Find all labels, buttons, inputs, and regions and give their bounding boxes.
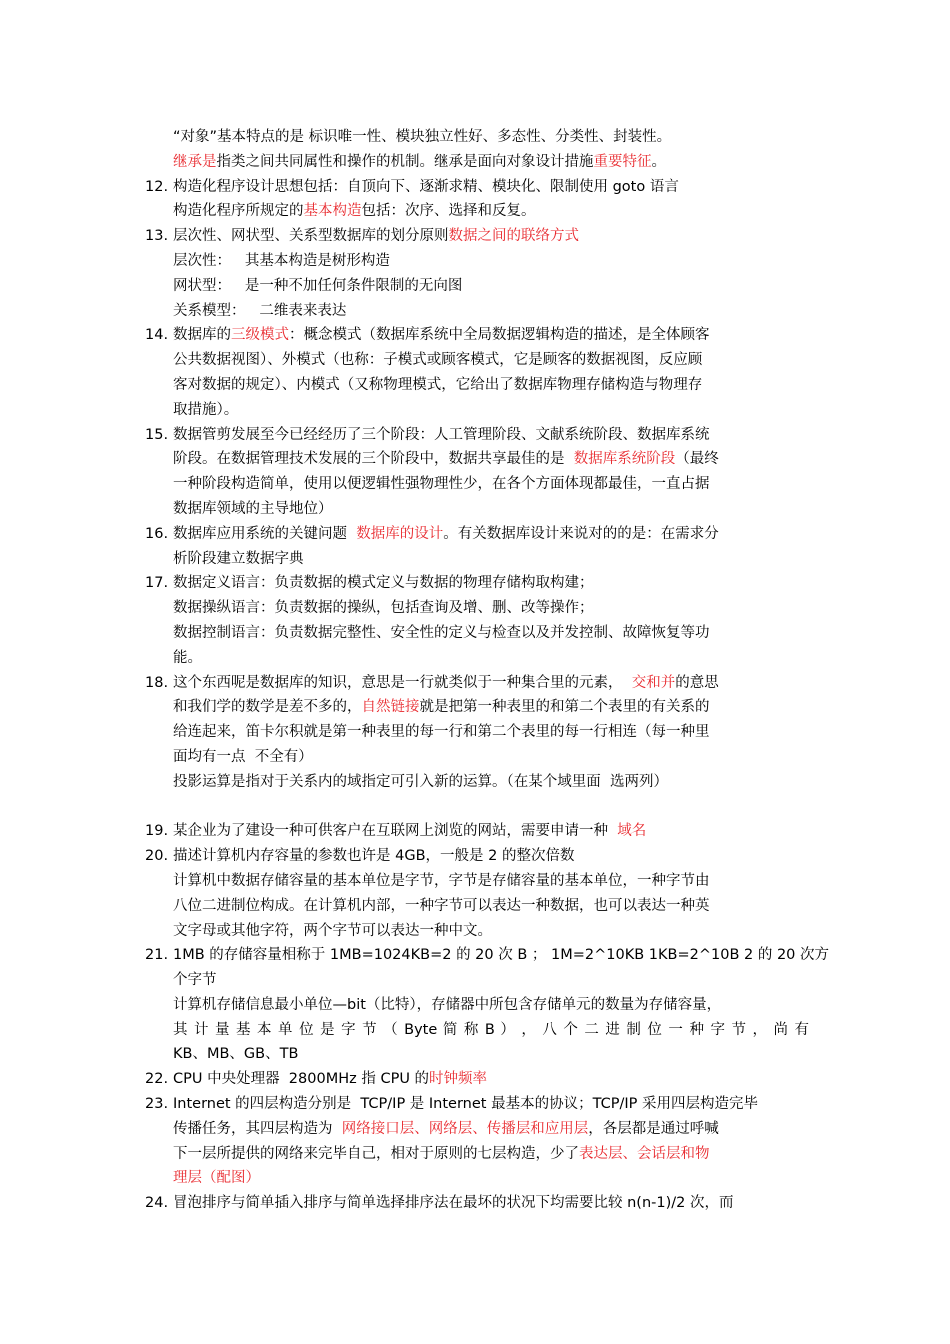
highlighted-text: 数据库的设计 xyxy=(356,525,444,542)
text-run: 投影运算是指对于关系内的域指定可引入新的运算。（在某个域里面 选两列） xyxy=(173,773,668,790)
text-line xyxy=(173,125,809,150)
list-item xyxy=(145,819,809,844)
text-line xyxy=(173,249,809,274)
text-run: 数据定义语言：负责数据的模式定义与数据的物理存储构取构建； xyxy=(173,575,594,592)
text-line xyxy=(173,348,809,373)
text-line xyxy=(173,274,809,299)
list-item xyxy=(145,943,830,1067)
text-run: 数据管剪发展至今已经经历了三个阶段：人工管理阶段、文献系统阶段、数据库系统 xyxy=(173,426,710,443)
text-run: 能。 xyxy=(173,649,202,666)
text-run: 计算机中数据存储容量的基本单位是字节，字节是存储容量的基本单位，一种字节由 xyxy=(173,872,710,889)
text-run: 八位二进制位构成。在计算机内部，一种字节可以表达一种数据，也可以表达一种英 xyxy=(173,897,710,914)
text-line xyxy=(173,621,809,646)
text-line xyxy=(173,968,809,993)
list-item-number: 16. xyxy=(145,525,169,542)
text-line xyxy=(173,373,809,398)
text-run: “对象”基本特点的是 标识唯一性、模块独立性好、多态性、分类性、封装性。 xyxy=(173,129,672,145)
list-item xyxy=(145,571,809,670)
highlighted-text: 基本构造 xyxy=(303,203,362,220)
text-line xyxy=(173,423,809,448)
text-run: 。有关数据库设计来说对的的是：在需求分 xyxy=(443,525,719,542)
text-run: 层次性： 其基本构造是树形构造 xyxy=(173,252,390,269)
text-run: 构造化程序所规定的 xyxy=(173,203,304,220)
list-item-number: 20. xyxy=(145,848,169,865)
list-item-number: 17. xyxy=(145,575,169,592)
text-run: 文字母或其他字符，两个字节可以表达一种中文。 xyxy=(173,922,492,939)
text-run: 一种阶段构造简单，使用以便逻辑性强物理性少，在各个方面体现都最佳，一直占据 xyxy=(173,476,710,493)
text-line xyxy=(173,869,809,894)
text-run: CPU 中央处理器 2800MHz 指 CPU 的 xyxy=(173,1071,430,1088)
text-run: 下一层所提供的网络来完毕自己，相对于原则的七层构造，少了 xyxy=(173,1145,579,1162)
text-line xyxy=(173,596,809,621)
text-run: 某企业为了建设一种可供客户在互联网上浏览的网站，需要申请一种 xyxy=(173,823,618,840)
text-line xyxy=(173,398,809,423)
text-line xyxy=(173,1117,809,1142)
text-line xyxy=(173,1191,809,1216)
text-line xyxy=(173,199,809,224)
text-run: 包括：次序、选择和反复。 xyxy=(361,203,536,220)
list-item-number: 19. xyxy=(145,823,169,840)
text-line xyxy=(173,1067,809,1092)
text-run: 描述计算机内存容量的参数也许是 4GB，一般是 2 的整次倍数 xyxy=(173,848,575,865)
text-run: 指类之间共同属性和操作的机制。继承是面向对象设计措施 xyxy=(216,153,594,170)
text-line xyxy=(173,819,809,844)
text-line xyxy=(173,1018,809,1043)
text-line xyxy=(173,522,809,547)
text-run: （最终 xyxy=(675,451,719,468)
list-item-number: 18. xyxy=(145,674,169,691)
list-item xyxy=(145,671,809,795)
text-line xyxy=(173,1166,809,1191)
text-run: KB、MB、GB、TB xyxy=(173,1046,299,1063)
list-item xyxy=(145,844,809,943)
text-line xyxy=(173,646,809,671)
text-line xyxy=(173,323,809,348)
text-run: 的意思 xyxy=(675,674,719,691)
text-line xyxy=(173,844,809,869)
highlighted-text: 理层（配图） xyxy=(173,1170,260,1187)
text-run: 网状型： 是一种不加任何条件限制的无向图 xyxy=(173,277,463,294)
text-line xyxy=(173,745,809,770)
paragraph xyxy=(145,125,809,175)
text-line xyxy=(173,571,809,596)
text-line xyxy=(173,770,809,795)
list-item xyxy=(145,224,809,323)
text-line xyxy=(173,472,809,497)
text-run: 其 计 量 基 本 单 位 是 字 节 （ Byte 简 称 B ） ， 八 个 二 进 制 位 一 种 字 节 ， 尚 有 xyxy=(173,1021,809,1038)
text-line xyxy=(173,1092,809,1117)
text-run: 取措施）。 xyxy=(173,401,239,418)
list-item xyxy=(145,323,809,422)
highlighted-text: 域名 xyxy=(617,823,647,840)
document-body xyxy=(145,125,830,1216)
highlighted-text: 网络接口层、网络层、传播层和应用层 xyxy=(341,1120,589,1137)
list-item-number: 14. xyxy=(145,327,169,344)
list-item-number: 13. xyxy=(145,228,169,245)
text-line xyxy=(173,150,809,175)
text-run: 冒泡排序与简单插入排序与简单选择排序法在最坏的状况下均需要比较 n(n-1)/2 次，而 xyxy=(173,1195,734,1212)
list-item xyxy=(145,1067,809,1092)
text-run: 这个东西呢是数据库的知识，意思是一行就类似于一种集合里的元素， xyxy=(173,674,632,691)
text-run: 客对数据的规定）、内模式（又称物理模式，它给出了数据库物理存储构造与物理存 xyxy=(173,376,703,393)
highlighted-text: 数据库系统阶段 xyxy=(573,451,676,468)
text-line xyxy=(173,993,809,1018)
highlighted-text: 继承是 xyxy=(173,153,217,170)
text-run: 给连起来，笛卡尔积就是第一种表里的每一行和第二个表里的每一行相连（每一种里 xyxy=(173,724,710,741)
text-line xyxy=(173,1142,809,1167)
text-run: ：概念模式（数据库系统中全局数据逻辑构造的描述，是全体顾客 xyxy=(289,327,710,344)
highlighted-text: 交和并 xyxy=(631,674,676,691)
text-run: 构造化程序设计思想包括：自顶向下、逐渐求精、模块化、限制使用 goto 语言 xyxy=(173,178,679,195)
list-item xyxy=(145,1092,809,1191)
highlighted-text: 时钟频率 xyxy=(429,1071,488,1088)
blank-line xyxy=(145,795,809,820)
text-line xyxy=(173,671,809,696)
text-run: 层次性、网状型、关系型数据库的划分原则 xyxy=(173,228,449,245)
text-run: 关系模型： 二维表来表达 xyxy=(173,302,347,319)
list-item xyxy=(145,175,809,225)
highlighted-text: 重要特征 xyxy=(593,153,652,170)
text-line xyxy=(173,299,809,324)
text-run: ，各层都是通过呼喊 xyxy=(588,1120,719,1137)
highlighted-text: 数据之间的联络方式 xyxy=(448,228,579,245)
text-line xyxy=(173,447,809,472)
list-item-number: 23. xyxy=(145,1096,169,1113)
text-run: 数据库领域的主导地位） xyxy=(173,500,333,517)
highlighted-text: 三级模式 xyxy=(231,327,289,344)
text-run: 和我们学的数学是差不多的， xyxy=(173,699,362,716)
text-line xyxy=(173,695,809,720)
text-line xyxy=(173,943,830,968)
text-run: 数据操纵语言：负责数据的操纵，包括查询及增、删、改等操作； xyxy=(173,600,594,617)
text-run: 面均有一点 不全有） xyxy=(173,748,313,765)
text-run: 阶段。在数据管理技术发展的三个阶段中，数据共享最佳的是 xyxy=(173,451,574,468)
list-item-number: 21. xyxy=(145,947,169,964)
text-run: 1MB 的存储容量相称于 1MB=1024KB=2 的 20 次 B ； 1M=2^10KB 1KB=2^10B 2 的 20 次方 xyxy=(173,947,830,964)
text-line xyxy=(173,919,809,944)
text-run: 数据库的 xyxy=(173,327,231,344)
list-item-number: 22. xyxy=(145,1071,169,1088)
list-item-number: 12. xyxy=(145,178,169,195)
text-run: 传播任务，其四层构造为 xyxy=(173,1120,342,1137)
highlighted-text: 自然链接 xyxy=(361,699,420,716)
text-line xyxy=(173,1042,809,1067)
text-line xyxy=(173,497,809,522)
text-line xyxy=(173,224,809,249)
list-item-number: 15. xyxy=(145,426,169,443)
text-run: 数据控制语言：负责数据完整性、安全性的定义与检查以及并发控制、故障恢复等功 xyxy=(173,624,710,641)
text-run: 数据库应用系统的关键问题 xyxy=(173,525,357,542)
text-line xyxy=(173,547,809,572)
text-run: 。 xyxy=(651,153,666,170)
highlighted-text: 表达层、会话层和物 xyxy=(579,1145,710,1162)
list-item-number: 24. xyxy=(145,1195,169,1212)
text-line xyxy=(173,720,809,745)
text-line xyxy=(173,175,809,200)
text-run: 个字节 xyxy=(173,972,217,989)
list-item xyxy=(145,423,809,522)
list-item xyxy=(145,1191,809,1216)
text-run: 析阶段建立数据字典 xyxy=(173,550,304,567)
text-run: 就是把第一种表里的和第二个表里的有关系的 xyxy=(419,699,710,716)
text-run: Internet 的四层构造分别是 TCP/IP 是 Internet 最基本的协议；TCP/IP 采用四层构造完毕 xyxy=(173,1096,758,1113)
text-run: 公共数据视图）、外模式（也称：子模式或顾客模式，它是顾客的数据视图，反应顾 xyxy=(173,352,703,369)
list-item xyxy=(145,522,809,572)
text-line xyxy=(173,894,809,919)
text-run: 计算机存储信息最小单位—bit（比特），存储器中所包含存储单元的数量为存储容量， xyxy=(173,996,722,1013)
